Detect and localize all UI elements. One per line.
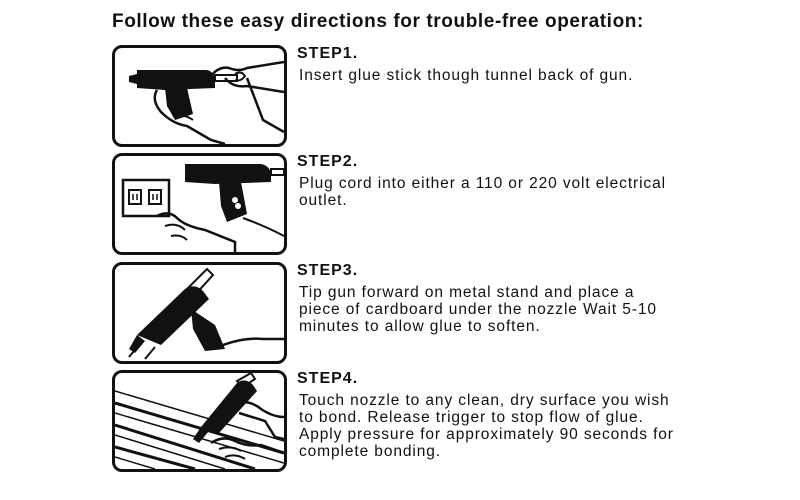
gun-on-stand-illustration [112, 262, 287, 364]
step-description: Touch nozzle to any clean, dry surface you wish to bond. Release trigger to stop flow of glue. Apply pressure for approximately 90 seconds for complete bonding. [299, 392, 674, 460]
insert-glue-stick-illustration [112, 45, 287, 147]
step-title: STEP1. [297, 45, 359, 62]
step-title: STEP2. [297, 153, 359, 170]
step-description: Tip gun forward on metal stand and place a piece of cardboard under the nozzle Wait 5-10 minutes to allow glue to soften. [299, 284, 657, 335]
step-description: Insert glue stick though tunnel back of gun. [299, 67, 634, 84]
step-description: Plug cord into either a 110 or 220 volt electrical outlet. [299, 175, 666, 209]
apply-glue-illustration [112, 370, 287, 472]
step-title: STEP4. [297, 370, 359, 387]
plug-into-outlet-illustration [112, 153, 287, 255]
page-title: Follow these easy directions for trouble-free operation: [112, 11, 644, 32]
step-title: STEP3. [297, 262, 359, 279]
